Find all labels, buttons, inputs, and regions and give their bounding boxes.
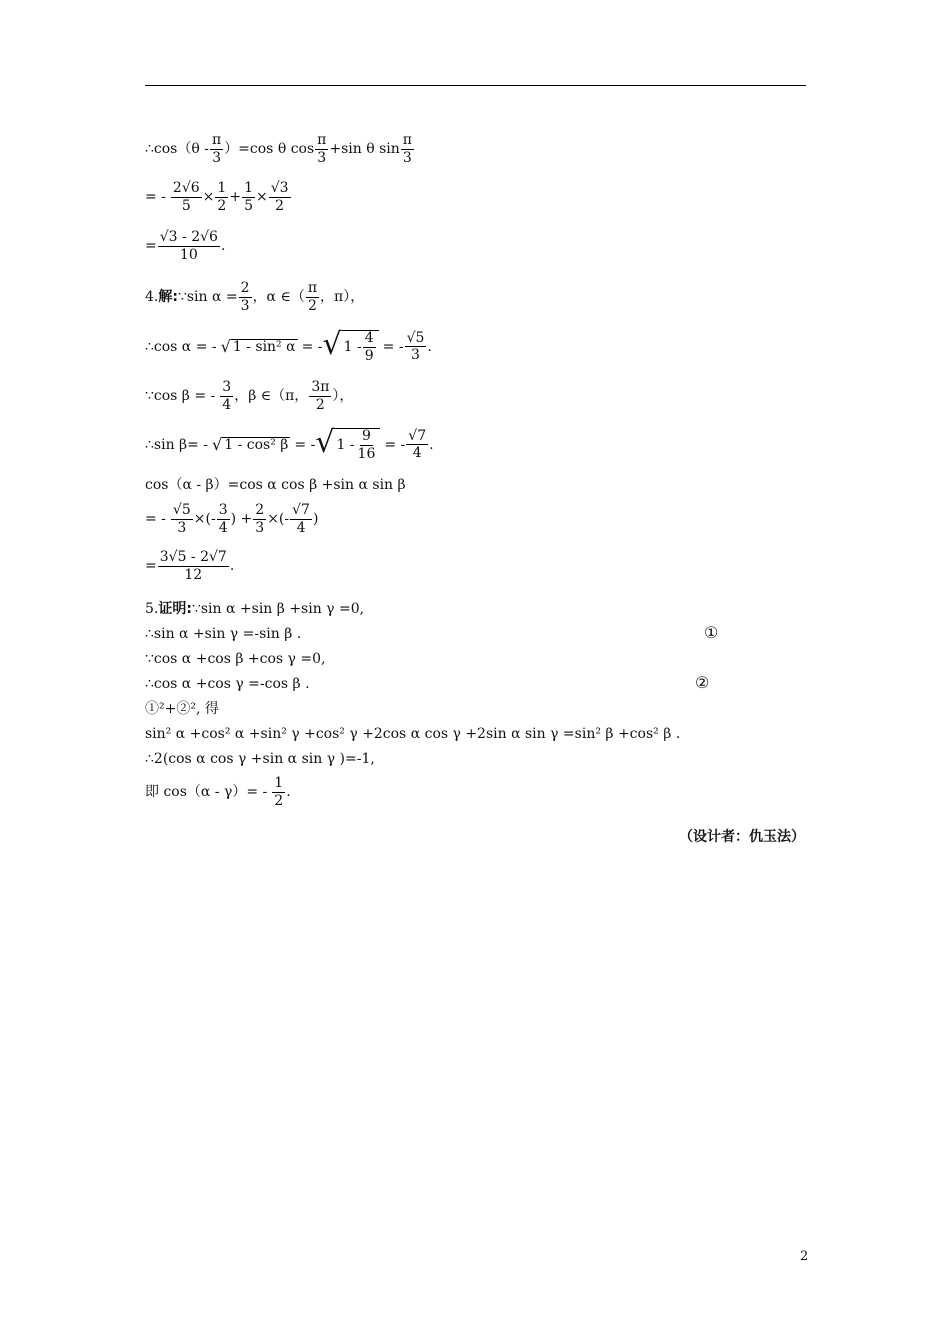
text: ) <box>312 511 319 528</box>
p4-line-1 <box>145 281 364 313</box>
proof-heading: 证明: <box>158 601 192 617</box>
p5-line-7 <box>145 752 375 766</box>
text: ) + <box>230 511 253 528</box>
text: . <box>220 238 226 255</box>
p5-line-4 <box>145 677 310 691</box>
page-number: 2 <box>800 1249 809 1264</box>
text: ，β ∈（π， <box>234 388 309 405</box>
text: = <box>145 238 157 255</box>
text: = - <box>145 511 166 528</box>
author-credit: （设计者：仇玉法） <box>679 829 805 845</box>
text: ∴sin β= - <box>145 436 209 453</box>
fraction: $\frac{3√5 - 2√7}{12}$ <box>159 549 227 583</box>
p5-line-3 <box>145 652 325 666</box>
square-root: √ 1 - $\frac{9}{16}$ <box>315 428 380 461</box>
p3-line-2 <box>145 181 292 213</box>
text: ，α ∈（ <box>252 289 305 306</box>
solution-heading: 解: <box>158 289 178 306</box>
square-root: √ 1 - sin² α <box>220 336 296 356</box>
text: . <box>427 338 432 355</box>
fraction: $\frac{√3}{2}$ <box>270 180 289 214</box>
times-sign: × <box>255 189 268 206</box>
p4-line-5 <box>145 478 406 492</box>
text: ）， <box>332 388 354 405</box>
text: sin² α +cos² α +sin² γ +cos² γ +2cos α cos γ +2sin α sin γ =sin² β +cos² β . <box>145 726 681 742</box>
fraction: $\frac{2}{3}$ <box>240 280 250 314</box>
plus-sign: + <box>229 189 242 206</box>
fraction: $\frac{√5}{3}$ <box>406 329 425 364</box>
text: 即 cos（α - γ）= - <box>145 784 268 801</box>
equation-marker-2: ② <box>695 673 710 692</box>
fraction: $\frac{√7}{4}$ <box>292 502 310 536</box>
fraction: $\frac{\pi}{3}$ <box>317 132 327 166</box>
text: ∵cos α +cos β +cos γ =0, <box>145 651 326 667</box>
fraction: $\frac{\pi}{2}$ <box>307 280 318 314</box>
text: ，π）， <box>320 289 365 306</box>
text: ∵cos β = - <box>145 388 216 405</box>
text: ∴2(cos α cos γ +sin α sin γ )=-1, <box>145 751 375 767</box>
text: ∵sin α +sin β +sin γ =0, <box>191 601 365 617</box>
text: ×(- <box>267 511 290 528</box>
fraction: $\frac{√5}{3}$ <box>172 502 191 536</box>
text: = <box>145 558 157 575</box>
fraction: $\frac{1}{2}$ <box>274 775 284 809</box>
text: = - <box>145 189 166 206</box>
fraction: $\frac{3}{4}$ <box>222 379 232 413</box>
equation-marker-1: ① <box>704 623 719 642</box>
problem-number: 4. <box>145 289 159 306</box>
fraction: $\frac{\pi}{3}$ <box>402 132 412 166</box>
fraction: $\frac{3\pi}{2}$ <box>311 379 330 413</box>
p5-line-2 <box>145 627 301 641</box>
problem-number: 5. <box>145 601 159 617</box>
text: ∴cos α = - <box>145 338 217 355</box>
p3-line-1 <box>145 133 415 165</box>
text: ∵sin α = <box>177 289 238 306</box>
text: ①²+②², 得 <box>145 701 219 717</box>
text: = - <box>294 436 316 453</box>
square-root: √ 1 - cos² β <box>212 434 289 454</box>
text: = - <box>384 436 406 453</box>
text: . <box>429 436 434 453</box>
text: ∴cos（θ - <box>145 141 209 158</box>
p4-line-6 <box>145 503 318 535</box>
p4-line-2 <box>145 327 432 364</box>
text: +sin θ sin <box>329 141 400 158</box>
fraction: $\frac{1}{2}$ <box>217 180 227 214</box>
text: = - <box>382 338 404 355</box>
text: ∴sin α +sin γ =-sin β . <box>145 626 302 642</box>
p4-line-4 <box>145 425 434 462</box>
fraction: $\frac{√7}{4}$ <box>408 427 427 462</box>
fraction: $\frac{√3 - 2√6}{10}$ <box>159 229 218 263</box>
fraction: $\frac{2}{3}$ <box>255 502 265 536</box>
p3-line-3 <box>145 230 225 262</box>
fraction: $\frac{1}{5}$ <box>244 180 253 214</box>
fraction: $\frac{\pi}{3}$ <box>211 132 222 166</box>
text: ）=cos θ cos <box>224 141 315 158</box>
text: ∴cos α +cos γ =-cos β . <box>145 676 310 692</box>
p5-line-8 <box>145 776 291 808</box>
header-rule <box>145 85 806 86</box>
times-sign: × <box>202 189 215 206</box>
fraction: $\frac{3}{4}$ <box>218 502 228 536</box>
fraction: $\frac{2√6}{5}$ <box>172 180 200 214</box>
square-root: √ 1 - $\frac{4}{9}$ <box>323 330 379 363</box>
text: = - <box>301 338 323 355</box>
p4-line-3 <box>145 380 353 412</box>
p5-line-5 <box>145 702 219 716</box>
p5-line-1 <box>145 602 364 616</box>
text: ×(- <box>193 511 216 528</box>
text: cos（α - β）=cos α cos β +sin α sin β <box>145 477 406 493</box>
p5-line-6 <box>145 727 680 741</box>
text: . <box>286 784 291 801</box>
text: . <box>229 558 235 575</box>
p4-line-7 <box>145 550 234 582</box>
